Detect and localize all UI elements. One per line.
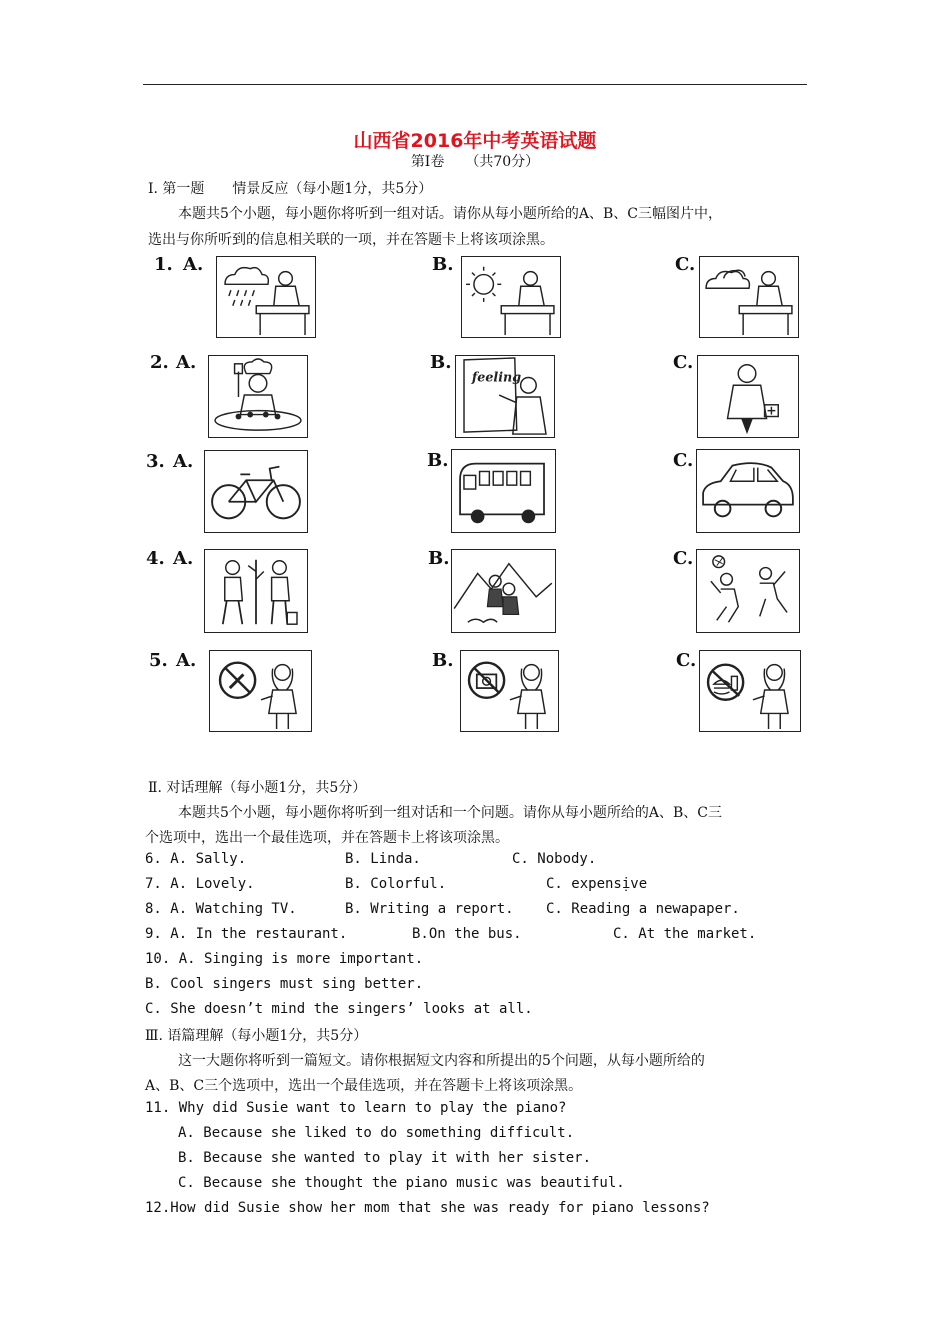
q7-option-a: 7. A. Lovely.	[145, 876, 255, 892]
q9-option-b: B.On the bus.	[412, 926, 522, 942]
picture-1c[interactable]	[699, 256, 799, 338]
planting-trees-icon	[205, 550, 307, 632]
option-label-1b: B.	[432, 254, 454, 275]
option-label-3b: B.	[427, 450, 449, 471]
option-label-3a: A.	[173, 451, 194, 472]
picture-2b[interactable]	[455, 355, 555, 438]
no-photo-sign-icon	[461, 651, 558, 731]
q8-option-b: B. Writing a report.	[345, 901, 514, 917]
bus-icon	[452, 450, 555, 532]
option-label-1c: C.	[675, 254, 696, 275]
q10-option-a: 10. A. Singing is more important.	[145, 951, 424, 967]
picture-3b[interactable]	[451, 449, 556, 533]
option-label-4c: C.	[673, 548, 694, 569]
board-text: feeling	[471, 369, 522, 385]
option-label-2a: A.	[176, 352, 197, 373]
playing-ball-icon	[697, 550, 799, 632]
picture-3c[interactable]	[696, 449, 800, 533]
cloud-writing-icon	[700, 257, 798, 337]
q11-option-a: A. Because she liked to do something difficult.	[178, 1125, 575, 1141]
option-label-3c: C.	[673, 450, 694, 471]
q9-option-c: C. At the market.	[613, 926, 757, 942]
rain-cloud-writing-icon	[217, 257, 315, 337]
q6-option-b: B. Linda.	[345, 851, 421, 867]
picture-5c[interactable]	[699, 650, 801, 732]
option-label-5b: B.	[432, 650, 454, 671]
q10-option-c: C. She doesn’t mind the singers’ looks at all.	[145, 1001, 533, 1017]
section2-heading: Ⅱ. 对话理解（每小题1分，共5分）	[148, 780, 367, 796]
section1-intro-line1: 本题共5个小题，每小题你将听到一组对话。请你从每小题所给的A、B、C三幅图片中，	[178, 206, 723, 222]
option-label-5a: A.	[176, 650, 197, 671]
question-number-4: 4.	[146, 548, 165, 569]
q7-option-b: B. Colorful.	[345, 876, 447, 892]
option-label-2c: C.	[673, 352, 694, 373]
section3-intro-line1: 这一大题你将听到一篇短文。请你根据短文内容和所提出的5个问题，从每小题所给的	[178, 1053, 705, 1069]
no-food-sign-icon	[700, 651, 800, 731]
picture-4b[interactable]	[451, 549, 556, 633]
q11-stem: 11. Why did Susie want to learn to play the piano?	[145, 1100, 567, 1116]
picture-2a[interactable]	[208, 355, 308, 438]
question-number-1: 1.	[154, 254, 173, 275]
option-label-1a: A.	[183, 254, 204, 275]
option-label-5c: C.	[676, 650, 697, 671]
q6-option-a: 6. A. Sally.	[145, 851, 247, 867]
section1-heading: Ⅰ. 第一题 情景反应（每小题1分，共5分）	[148, 181, 433, 197]
option-label-2b: B.	[430, 352, 452, 373]
picture-5a[interactable]	[209, 650, 312, 732]
section1-intro-line2: 选出与你所听到的信息相关联的一项，并在答题卡上将该项涂黑。	[148, 232, 554, 248]
teacher-icon	[456, 356, 554, 437]
picture-4a[interactable]	[204, 549, 308, 633]
document-title: 山西省2016年中考英语试题	[353, 130, 597, 152]
q8-option-a: 8. A. Watching TV.	[145, 901, 297, 917]
picture-3a[interactable]	[204, 450, 308, 533]
car-icon	[697, 450, 799, 532]
picture-1b[interactable]	[461, 256, 561, 338]
section2-intro-line2: 个选项中，选出一个最佳选项，并在答题卡上将该项涂黑。	[145, 830, 509, 846]
section3-heading: Ⅲ. 语篇理解（每小题1分，共5分）	[145, 1028, 368, 1044]
picture-5b[interactable]	[460, 650, 559, 732]
section2-intro-line1: 本题共5个小题，每小题你将听到一组对话和一个问题。请你从每小题所给的A、B、C三	[178, 805, 723, 821]
doctor-icon	[698, 356, 798, 437]
document-subtitle: 第Ⅰ卷 （共70分）	[410, 154, 540, 170]
q11-option-c: C. Because she thought the piano music was beautiful.	[178, 1175, 625, 1191]
sun-writing-icon	[462, 257, 560, 337]
chef-icon	[209, 356, 307, 437]
top-rule	[143, 84, 807, 85]
q7-option-c: C. expensịve	[546, 876, 648, 892]
q11-option-b: B. Because she wanted to play it with her sister.	[178, 1150, 592, 1166]
q12-stem: 12.How did Susie show her mom that she was ready for piano lessons?	[145, 1200, 710, 1216]
picture-1a[interactable]	[216, 256, 316, 338]
picture-2c[interactable]	[697, 355, 799, 438]
climbing-icon	[452, 550, 555, 632]
question-number-5: 5.	[149, 650, 168, 671]
question-number-2: 2.	[150, 352, 169, 373]
no-smoking-sign-icon	[210, 651, 311, 731]
picture-4c[interactable]	[696, 549, 800, 633]
bicycle-icon	[205, 451, 307, 532]
section3-intro-line2: A、B、C三个选项中，选出一个最佳选项，并在答题卡上将该项涂黑。	[145, 1078, 583, 1094]
q8-option-c: C. Reading a newapaper.	[546, 901, 740, 917]
q9-option-a: 9. A. In the restaurant.	[145, 926, 348, 942]
option-label-4a: A.	[173, 548, 194, 569]
q10-option-b: B. Cool singers must sing better.	[145, 976, 424, 992]
q6-option-c: C. Nobody.	[512, 851, 597, 867]
question-number-3: 3.	[146, 451, 165, 472]
option-label-4b: B.	[428, 548, 450, 569]
